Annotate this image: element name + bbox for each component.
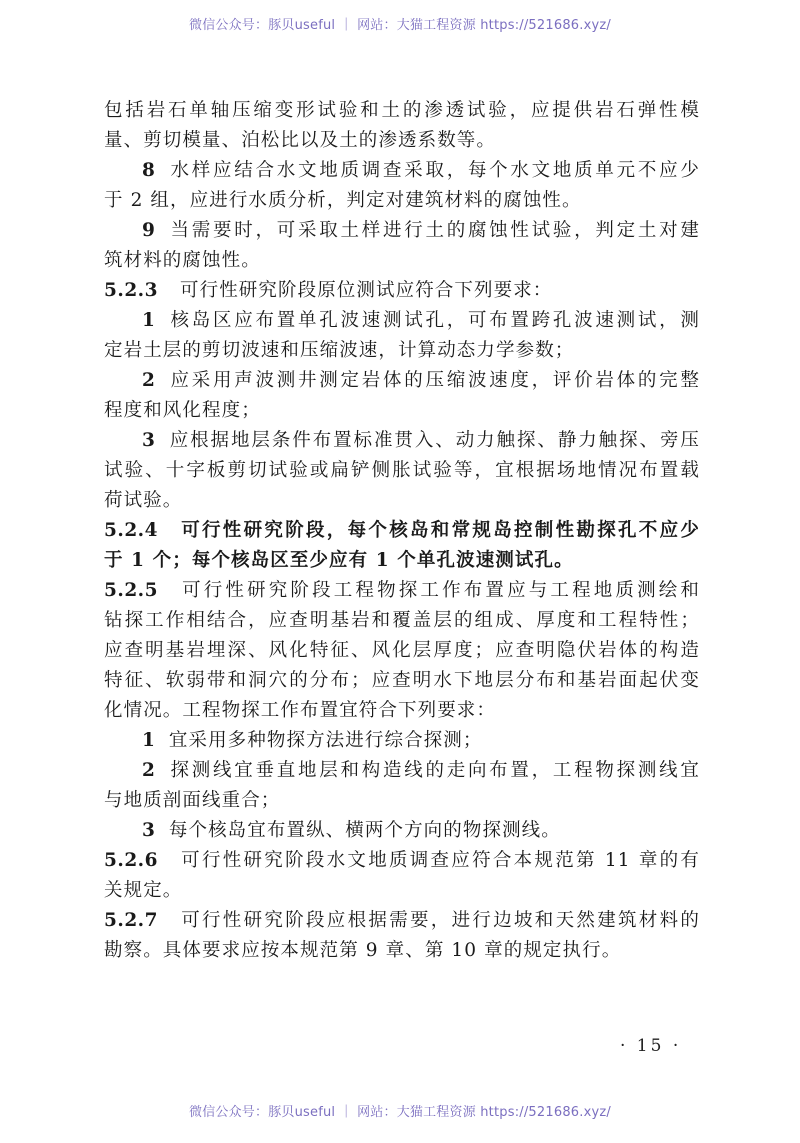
text-line bbox=[104, 216, 700, 246]
line-text: 钻探工作相结合，应查明基岩和覆盖层的组成、厚度和工程特性； bbox=[104, 610, 700, 631]
line-text: 应查明基岩埋深、风化特征、风化层厚度；应查明隐伏岩体的构造 bbox=[104, 640, 700, 661]
item-number: 3 bbox=[142, 820, 155, 841]
line-text: 可行性研究阶段工程物探工作布置应与工程地质测绘和 bbox=[180, 580, 700, 601]
text-line bbox=[104, 546, 700, 576]
text-line bbox=[104, 846, 700, 876]
line-text: 化情况。工程物探工作布置宜符合下列要求： bbox=[104, 700, 497, 721]
line-text: 定岩土层的剪切波速和压缩波速，计算动态力学参数； bbox=[104, 340, 575, 361]
line-text: 宜采用多种物探方法进行综合探测； bbox=[168, 730, 483, 751]
text-line bbox=[104, 936, 700, 966]
section-number: 5.2.5 bbox=[104, 580, 158, 601]
line-text: 应采用声波测井测定岩体的压缩波速度，评价岩体的完整 bbox=[168, 370, 700, 391]
line-text: 可行性研究阶段，每个核岛和常规岛控制性勘探孔不应少 bbox=[180, 520, 700, 541]
text-line bbox=[104, 456, 700, 486]
line-text: 程度和风化程度； bbox=[104, 400, 261, 421]
line-text: 勘察。具体要求应按本规范第 9 章、第 10 章的规定执行。 bbox=[104, 940, 622, 961]
line-text: 核岛区应布置单孔波速测试孔，可布置跨孔波速测试，测 bbox=[168, 310, 700, 331]
section-number: 5.2.4 bbox=[104, 520, 158, 541]
item-number: 9 bbox=[142, 220, 155, 241]
watermark-bottom: 微信公众号：豚贝useful ｜ 网站：大猫工程资源 https://521686.xyz/ bbox=[189, 1105, 611, 1120]
text-line bbox=[104, 366, 700, 396]
item-number: 2 bbox=[142, 370, 155, 391]
text-line bbox=[104, 276, 700, 306]
line-text: 与地质剖面线重合； bbox=[104, 790, 281, 811]
text-line bbox=[104, 306, 700, 336]
document-body bbox=[104, 96, 700, 966]
item-number: 2 bbox=[142, 760, 155, 781]
line-text: 当需要时，可采取土样进行土的腐蚀性试验，判定土对建 bbox=[168, 220, 700, 241]
item-number: 3 bbox=[142, 430, 155, 451]
line-text: 可行性研究阶段水文地质调查应符合本规范第 11 章的有 bbox=[180, 850, 700, 871]
text-line bbox=[104, 636, 700, 666]
line-text: 量、剪切模量、泊松比以及土的渗透系数等。 bbox=[104, 130, 497, 151]
line-text: 荷试验。 bbox=[104, 490, 183, 511]
item-number: 8 bbox=[142, 160, 155, 181]
line-text: 包括岩石单轴压缩变形试验和土的渗透试验，应提供岩石弹性模 bbox=[104, 100, 700, 121]
line-text: 特征、软弱带和洞穴的分布；应查明水下地层分布和基岩面起伏变 bbox=[104, 670, 700, 691]
section-number: 5.2.7 bbox=[104, 910, 158, 931]
line-text: 每个核岛宜布置纵、横两个方向的物探测线。 bbox=[168, 820, 561, 841]
text-line bbox=[104, 186, 700, 216]
line-text: 于 2 组，应进行水质分析，判定对建筑材料的腐蚀性。 bbox=[104, 190, 582, 211]
text-line bbox=[104, 576, 700, 606]
text-line bbox=[104, 816, 700, 846]
line-text: 试验、十字板剪切试验或扁铲侧胀试验等，宜根据场地情况布置载 bbox=[104, 460, 700, 481]
text-line bbox=[104, 786, 700, 816]
line-text: 筑材料的腐蚀性。 bbox=[104, 250, 261, 271]
text-line bbox=[104, 426, 700, 456]
text-line bbox=[104, 516, 700, 546]
text-line bbox=[104, 726, 700, 756]
text-line bbox=[104, 756, 700, 786]
text-line bbox=[104, 96, 700, 126]
text-line bbox=[104, 666, 700, 696]
line-text: 可行性研究阶段原位测试应符合下列要求： bbox=[180, 280, 553, 301]
text-line bbox=[104, 156, 700, 186]
section-number: 5.2.3 bbox=[104, 280, 158, 301]
text-line bbox=[104, 126, 700, 156]
line-text: 关规定。 bbox=[104, 880, 183, 901]
watermark-top: 微信公众号：豚贝useful ｜ 网站：大猫工程资源 https://521686.xyz/ bbox=[189, 18, 611, 33]
line-text: 可行性研究阶段应根据需要，进行边坡和天然建筑材料的 bbox=[180, 910, 700, 931]
text-line bbox=[104, 486, 700, 516]
item-number: 1 bbox=[142, 310, 155, 331]
section-number: 5.2.6 bbox=[104, 850, 158, 871]
text-line bbox=[104, 396, 700, 426]
page-number: · 15 · bbox=[620, 1036, 682, 1056]
line-text: 应根据地层条件布置标准贯入、动力触探、静力触探、旁压 bbox=[168, 430, 700, 451]
text-line bbox=[104, 606, 700, 636]
line-text: 探测线宜垂直地层和构造线的走向布置，工程物探测线宜 bbox=[168, 760, 700, 781]
item-number: 1 bbox=[142, 730, 155, 751]
text-line bbox=[104, 906, 700, 936]
text-line bbox=[104, 336, 700, 366]
text-line bbox=[104, 696, 700, 726]
text-line bbox=[104, 876, 700, 906]
line-text: 水样应结合水文地质调查采取，每个水文地质单元不应少 bbox=[168, 160, 700, 181]
line-text: 于 1 个；每个核岛区至少应有 1 个单孔波速测试孔。 bbox=[104, 550, 574, 571]
text-line bbox=[104, 246, 700, 276]
